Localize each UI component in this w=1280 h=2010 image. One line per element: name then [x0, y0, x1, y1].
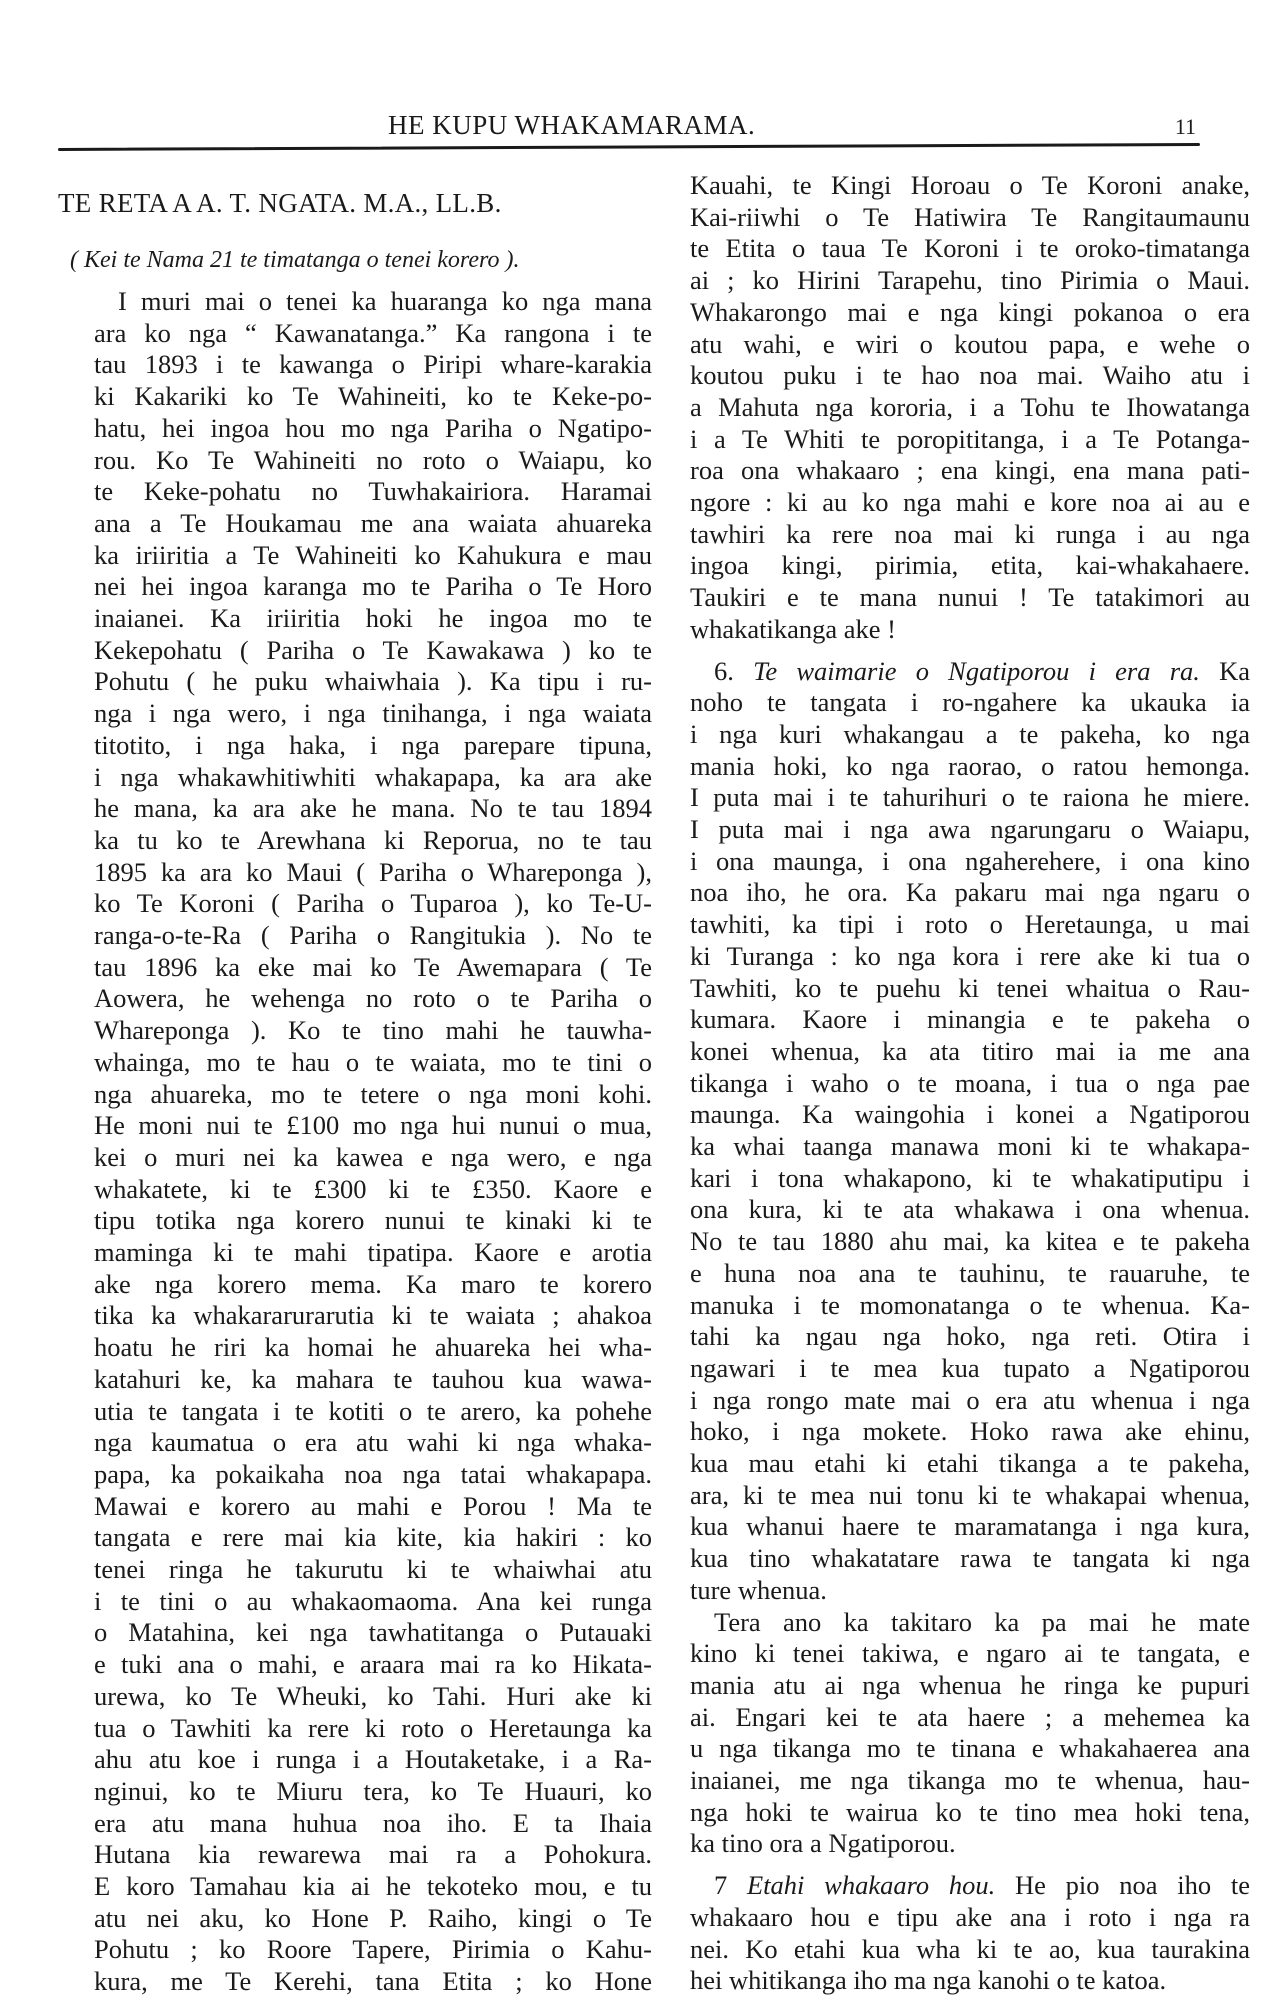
- body-line: utia te tangata i te kotiti o te arero, ka pohehe: [94, 1395, 652, 1426]
- body-line: kino ki tenei takiwa, e ngaro ai te tangata, e: [690, 1638, 1250, 1669]
- body-line: Mawai e korero au mahi e Porou ! Ma te: [94, 1490, 652, 1521]
- body-line: mania atu ai nga whenua he ringa ke pupuri: [690, 1669, 1250, 1700]
- section-heading-line: [690, 654, 1250, 688]
- body-line: tau 1896 ka eke mai ko Te Awemapara ( Te: [94, 951, 652, 982]
- body-line: atu nei aku, ko Hone P. Raiho, kingi o Te: [94, 1902, 652, 1933]
- body-line: I puta mai i nga awa ngarungaru o Waiapu,: [690, 814, 1250, 844]
- body-line: noho te tangata i ro-ngahere ka ukauka ia: [690, 687, 1250, 718]
- body-line: tipu totika nga korero nunui te kinaki ki te: [94, 1205, 652, 1236]
- section-heading: Etahi whakaaro hou.: [747, 1870, 996, 1901]
- body-line: kua whanui haere te maramatanga i nga kura,: [690, 1511, 1250, 1542]
- body-line: Kai-riiwhi o Te Hatiwira Te Rangitaumaunu: [690, 201, 1250, 232]
- section-number: 6.: [714, 655, 754, 686]
- body-line: ka whai taanga manawa moni ki te whakapa-: [690, 1131, 1250, 1161]
- body-line: hatu, hei ingoa hou mo nga Pariha o Ngatipo-: [94, 412, 652, 443]
- body-line: whakaaro hou e tipu ake ana i roto i nga ra: [690, 1901, 1250, 1932]
- body-line: nga i nga wero, i nga tinihanga, i nga waiata: [94, 698, 652, 729]
- body-line: atu wahi, e wiri o koutou papa, e wehe o: [690, 328, 1250, 359]
- body-line: ki Kakariki ko Te Wahineiti, ko te Keke-po-: [94, 381, 652, 412]
- body-line: ona kura, ki te ata whakawa i ona whenua.: [690, 1194, 1250, 1225]
- body-line: tikanga i waho o te moana, i tua o nga pae: [690, 1067, 1250, 1098]
- body-line: Tera ano ka takitaro ka pa mai he mate: [714, 1606, 1250, 1637]
- body-line: i te tini o au whakaomaoma. Ana kei runga: [94, 1585, 652, 1616]
- body-line: kua mau etahi ki etahi tikanga a te pakeha,: [690, 1448, 1250, 1478]
- body-line: whainga, mo te hau o te waiata, mo te tini o: [94, 1046, 652, 1077]
- body-line: nei. Ko etahi kua wha ki te ao, kua taurakina: [690, 1933, 1250, 1964]
- body-line: Whakarongo mai e nga kingi pokanoa o era: [690, 296, 1250, 327]
- body-line: Aowera, he wehenga no roto o te Pariha o: [94, 983, 652, 1014]
- body-line: te Keke-pohatu no Tuwhakairiora. Haramai: [94, 476, 652, 507]
- body-line: 1895 ka ara ko Maui ( Pariha o Whareponga ),: [94, 856, 652, 887]
- page-number: 11: [1174, 114, 1196, 139]
- body-line: ngore : ki au ko nga mahi e kore noa ai au e: [690, 487, 1250, 517]
- body-line: Taukiri e te mana nunui ! Te tatakimori au: [690, 582, 1250, 613]
- body-line: rou. Ko Te Wahineiti no roto o Waiapu, ko: [94, 444, 652, 475]
- body-line: tenei ringa he takurutu ki te whaiwhai atu: [94, 1554, 652, 1584]
- body-line: kari i tona whakapono, ki te whakatiputipu i: [690, 1162, 1250, 1193]
- body-line: Kekepohatu ( Pariha o Te Kawakawa ) ko te: [94, 634, 652, 665]
- body-line: ake nga korero mema. Ka maro te korero: [94, 1268, 652, 1299]
- body-line: ngawari i te mea kua tupato a Ngatiporou: [690, 1352, 1250, 1383]
- body-line: a Mahuta nga kororia, i a Tohu te Ihowatanga: [690, 391, 1250, 422]
- body-line: manuka i te momonatanga o te whenua. Ka-: [690, 1289, 1250, 1320]
- body-line: ka tino ora a Ngatiporou.: [690, 1828, 956, 1859]
- body-line: mania hoki, ko nga raorao, o ratou hemonga.: [690, 750, 1250, 781]
- running-header: [0, 110, 1280, 146]
- body-line: hei whitikanga iho ma nga kanohi o te katoa.: [690, 1965, 1167, 1996]
- body-line: i nga rongo mate mai o era atu whenua i nga: [690, 1384, 1250, 1415]
- body-line: koutou puku i te hao noa mai. Waiho atu i: [690, 360, 1250, 391]
- body-line: ka iriiritia a Te Wahineiti ko Kahukura e mau: [94, 539, 652, 570]
- body-line: tangata e rere mai kia kite, kia hakiri : ko: [94, 1522, 652, 1553]
- body-line: whakatete, ki te £300 ki te £350. Kaore e: [94, 1173, 652, 1204]
- body-line: Tawhiti, ko te puehu ki tenei whaitua o Rau-: [690, 972, 1250, 1003]
- body-line: ture whenua.: [690, 1574, 827, 1605]
- body-line: era atu mana huhua noa iho. E ta Ihaia: [94, 1807, 652, 1838]
- body-line: He moni nui te £100 mo nga hui nunui o mua,: [94, 1110, 652, 1141]
- body-line: te Etita o taua Te Koroni i te oroko-timatanga: [690, 233, 1250, 264]
- body-line: noa iho, he ora. Ka pakaru mai nga ngaru o: [690, 877, 1250, 908]
- body-line: tawhiti, ka tipi i roto o Heretaunga, u mai: [690, 909, 1250, 940]
- body-line: tau 1893 i te kawanga o Piripi whare-karakia: [94, 349, 652, 380]
- body-line: Pohutu ; ko Roore Tapere, Pirimia o Kahu-: [94, 1934, 652, 1965]
- body-line: whakatikanga ake !: [690, 613, 897, 644]
- section-first-words: He pio noa iho te: [1015, 1870, 1251, 1901]
- body-line: konei whenua, ka ata titiro mai ia me ana: [690, 1035, 1250, 1066]
- body-line: ana a Te Houkamau me ana waiata ahuareka: [94, 507, 652, 538]
- body-line: ai ; ko Hirini Tarapehu, tino Pirimia o Maui.: [690, 265, 1250, 296]
- body-line: katahuri ke, ka mahara te tauhou kua wawa-: [94, 1363, 652, 1394]
- body-line: Pohutu ( he puku whaiwhaia ). Ka tipu i ru-: [94, 666, 652, 697]
- body-line: i nga whakawhitiwhiti whakapapa, ka ara ake: [94, 761, 652, 792]
- body-line: he mana, ka ara ake he mana. No te tau 1894: [94, 793, 652, 824]
- section-first-words: Ka: [1219, 655, 1251, 686]
- body-line: Whareponga ). Ko te tino mahi he tauwha-: [94, 1015, 652, 1046]
- body-line: inaianei. Ka iriiritia hoki he ingoa mo te: [94, 603, 652, 633]
- body-line: Kauahi, te Kingi Horoau o Te Koroni anake,: [690, 170, 1250, 200]
- body-line: ingoa kingi, pirimia, etita, kai-whakahaere.: [690, 550, 1250, 581]
- section-heading-line: [690, 1868, 1250, 1902]
- body-line: Hutana kia rewarewa mai ra a Pohokura.: [94, 1839, 652, 1870]
- body-line: nga kaumatua o era atu wahi ki nga whaka-: [94, 1427, 652, 1458]
- body-line: urewa, ko Te Wheuki, ko Tahi. Huri ake ki: [94, 1680, 652, 1711]
- body-line: i ona maunga, i ona ngaherehere, i ona kino: [690, 845, 1250, 876]
- body-line: I muri mai o tenei ka huaranga ko nga mana: [118, 286, 652, 316]
- body-line: ara, ki te mea nui tonu ki te whakapai whenua,: [690, 1479, 1250, 1510]
- body-line: nga hoki te wairua ko te tino mea hoki tena,: [690, 1796, 1250, 1827]
- body-line: e tuki ana o mahi, e araara mai ra ko Hikata-: [94, 1649, 652, 1680]
- body-line: i a Te Whiti te poropititanga, i a Te Potanga-: [690, 423, 1250, 454]
- body-line: ai. Engari kei te ata haere ; a mehemea ka: [690, 1701, 1250, 1732]
- body-line: E koro Tamahau kia ai he tekoteko mou, e tu: [94, 1871, 652, 1901]
- body-line: i nga kuri whakangau a te pakeha, ko nga: [690, 718, 1250, 749]
- body-line: tawhiri ka rere noa mai ki runga i au nga: [690, 518, 1250, 549]
- body-line: hoatu he riri ka homai he ahuareka hei wha-: [94, 1332, 652, 1363]
- body-line: e huna noa ana te tauhinu, te rauaruhe, te: [690, 1257, 1250, 1288]
- body-line: papa, ka pokaikaha noa nga tatai whakapapa.: [94, 1458, 652, 1489]
- section-number: 7: [714, 1870, 747, 1901]
- body-line: titotito, i nga haka, i nga parepare tipuna,: [94, 729, 652, 760]
- article-title: TE RETA A A. T. NGATA. M.A., LL.B.: [58, 188, 502, 218]
- body-line: ara ko nga “ Kawanatanga.” Ka rangona i te: [94, 317, 652, 348]
- body-line: ka tu ko te Arewhana ki Reporua, no te tau: [94, 824, 652, 855]
- section-heading: Te waimarie o Ngatiporou i era ra.: [753, 655, 1200, 686]
- body-line: o Matahina, kei nga tawhatitanga o Putauaki: [94, 1617, 652, 1648]
- body-line: maminga ki te mahi tipatipa. Kaore e arotia: [94, 1237, 652, 1267]
- body-line: tua o Tawhiti ka rere ki roto o Heretaunga ka: [94, 1712, 652, 1743]
- body-line: No te tau 1880 ahu mai, ka kitea e te pakeha: [690, 1226, 1250, 1257]
- body-line: I puta mai i te tahurihuri o te raiona he miere.: [690, 782, 1250, 813]
- body-line: u nga tikanga mo te tinana e whakahaerea ana: [690, 1733, 1250, 1764]
- body-line: kura, me Te Kerehi, tana Etita ; ko Hone: [94, 1966, 652, 1997]
- body-line: ranga-o-te-Ra ( Pariha o Rangitukia ). No te: [94, 920, 652, 950]
- body-line: hoko, i nga mokete. Hoko rawa ake ehinu,: [690, 1416, 1250, 1447]
- body-line: nei hei ingoa karanga mo te Pariha o Te Horo: [94, 571, 652, 602]
- body-line: ahu atu koe i runga i a Houtaketake, i a Ra-: [94, 1744, 652, 1775]
- body-line: maunga. Ka waingohia i konei a Ngatiporou: [690, 1099, 1250, 1130]
- body-line: inaianei, me nga tikanga mo te whenua, hau-: [690, 1765, 1250, 1795]
- body-line: kei o muri nei ka kawea e nga wero, e nga: [94, 1141, 652, 1172]
- body-line: nginui, ko te Miuru tera, ko Te Huauri, ko: [94, 1775, 652, 1806]
- body-line: tahi ka ngau nga hoko, nga reti. Otira i: [690, 1321, 1250, 1352]
- body-line: ki Turanga : ko nga kora i rere ake ki tua o: [690, 940, 1250, 971]
- body-line: kumara. Kaore i minangia e te pakeha o: [690, 1004, 1250, 1035]
- running-title: HE KUPU WHAKAMARAMA.: [388, 110, 756, 140]
- body-line: kua tino whakatatare rawa te tangata ki nga: [690, 1543, 1250, 1574]
- body-line: nga ahuareka, mo te tetere o nga moni kohi.: [94, 1078, 652, 1109]
- body-line: tika ka whakararurarutia ki te waiata ; ahakoa: [94, 1300, 652, 1331]
- article-subtitle: ( Kei te Nama 21 te timatanga o tenei korero ).: [70, 247, 520, 273]
- body-line: roa ona whakaaro ; ena kingi, ena mana pati-: [690, 455, 1250, 486]
- body-line: ko Te Koroni ( Pariha o Tuparoa ), ko Te-U-: [94, 888, 652, 919]
